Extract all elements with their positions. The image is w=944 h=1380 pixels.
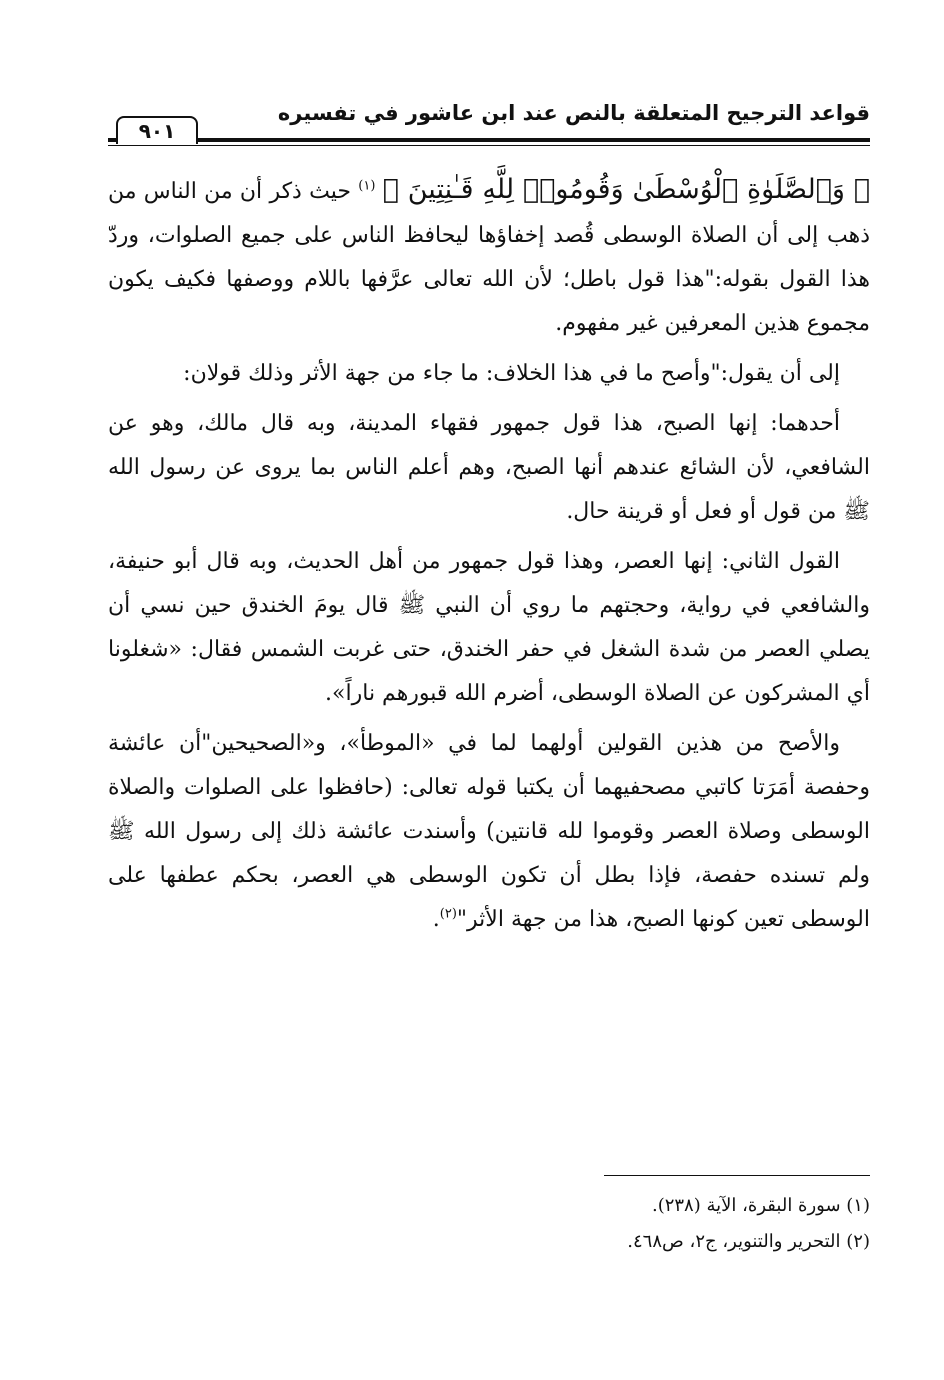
header-rule-thin [108,145,870,146]
footnote-2: (٢) التحرير والتنوير، ج٢، ص٤٦٨. [627,1231,870,1252]
body-text [108,168,870,948]
paragraph-2: إلى أن يقول:"وأصح ما في هذا الخلاف: ما جاء من جهة الأثر وذلك قولان: [183,361,840,386]
footnote-ref-1: (١) [358,178,376,194]
paragraph-5-end: . [432,907,440,932]
paragraph-1-text: حيث ذكر أن من الناس من ذهب إلى أن الصلاة الوسطى قُصد إخفاؤها ليحافظ الناس على جميع الصلوات، وردّ هذا القول بقوله:"هذا قول باطل؛ لأن الله تعالى عرَّفها باللام ووصفها فكيف يكون مجموع هذين المعرفين غير مفهوم. [108,179,870,336]
header-rule-thick [108,138,870,142]
footnote-ref-2: (٢) [439,906,457,922]
footnote-separator [604,1175,870,1176]
footnotes [108,1188,870,1260]
quran-verse: ﴿ وَٱلصَّلَوٰةِ ٱلْوُسْطَىٰ وَقُومُوا۟ لِلَّهِ قَـٰنِتِينَ ﴾ [382,174,870,205]
paragraph-3: أحدهما: إنها الصبح، هذا قول جمهور فقهاء المدينة، وبه قال مالك، وهو عن الشافعي، لأن الشائع عندهم أنها الصبح، وهم أعلم الناس بما يروى عن رسول الله ﷺ من قول أو فعل أو قرينة حال. [108,411,870,524]
footnote-1: (١) سورة البقرة، الآية (٢٣٨). [651,1195,870,1216]
paragraph-4: القول الثاني: إنها العصر، وهذا قول جمهور من أهل الحديث، وبه قال أبو حنيفة، والشافعي في رواية، وحجتهم ما روي أن النبي ﷺ قال يومَ الخندق حين نسي أن يصلي العصر من شدة الشغل في حفر الخندق، حتى غربت الشمس فقال: «شغلونا أي المشركون عن الصلاة الوسطى، أضرم الله قبورهم ناراً». [108,549,870,706]
paragraph-5 [108,722,870,942]
paragraph-5-text: والأصح من هذين القولين أولهما لما في «الموطأ»، و«الصحيحين"أن عائشة وحفصة أمَرَتا كاتبي مصحفيهما أن يكتبا قوله تعالى: (حافظوا على الصلوات والصلاة الوسطى وصلاة العصر وقوموا لله قانتين) وأسندت عائشة ذلك إلى رسول الله ﷺ ولم تسنده حفصة، فإذا بطل أن تكون الوسطى هي العصر، بحكم عطفها على الوسطى تعين كونها الصبح، هذا من جهة الأثر" [108,731,870,932]
page-number: ٩٠١ [116,116,198,144]
running-title: قواعد الترجيح المتعلقة بالنص عند ابن عاشور في تفسيره [277,101,870,125]
paragraph-1 [108,168,870,346]
page-header [108,98,870,148]
